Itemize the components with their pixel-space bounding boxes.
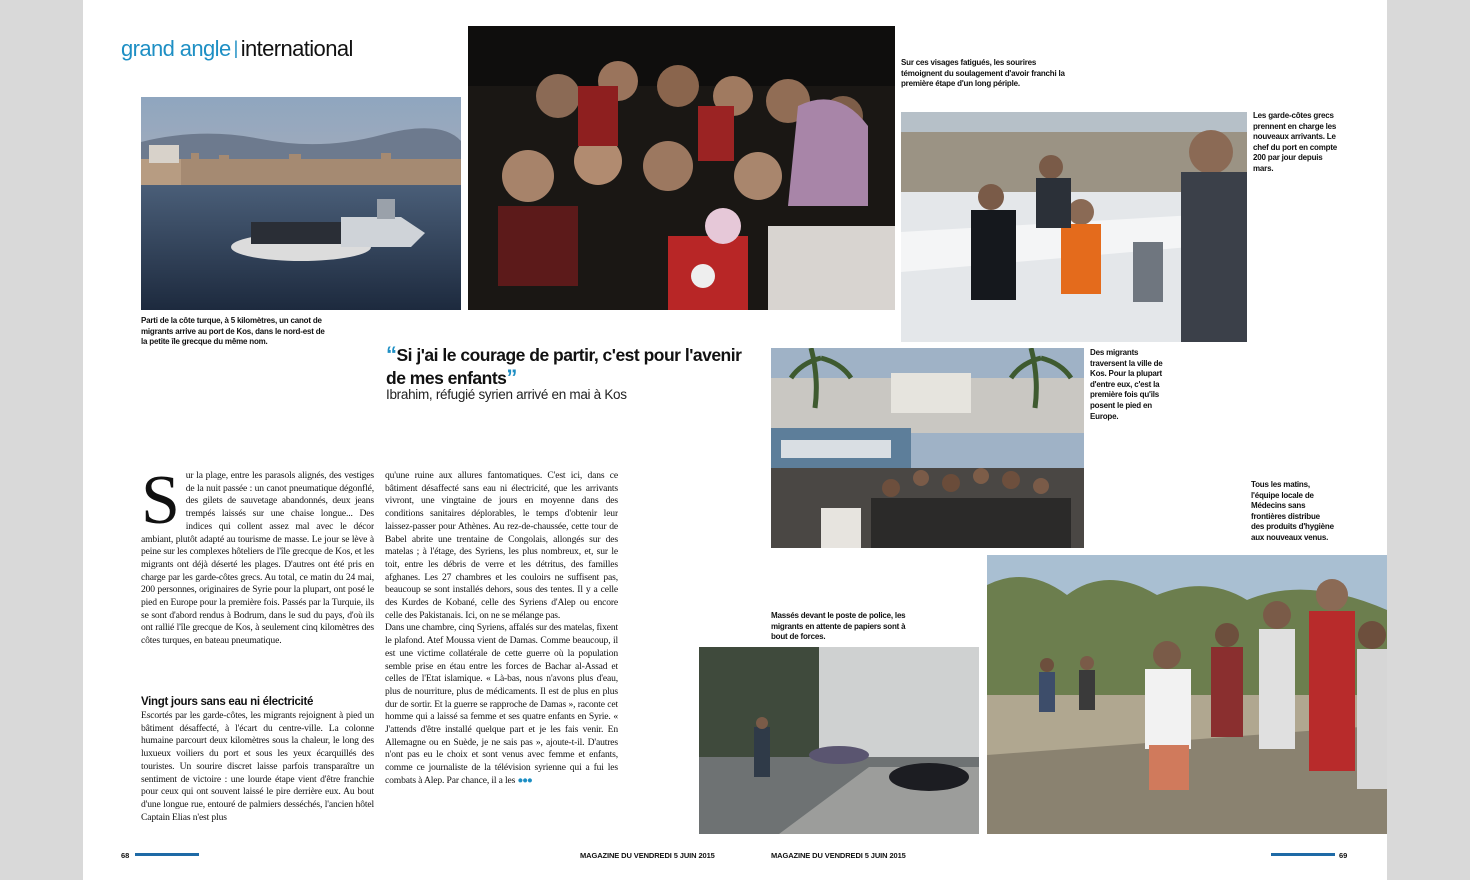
section-header xyxy=(121,36,353,62)
footer-magazine-left: MAGAZINE DU VENDREDI 5 JUIN 2015 xyxy=(580,851,715,860)
caption-faces: Sur ces visages fatigués, les sourires témoignent du soulagement d'avoir franchi la première étape d'un long périple. xyxy=(901,58,1065,89)
photo-msf-queue xyxy=(987,555,1387,834)
quote-open-mark: “ xyxy=(386,342,397,367)
photo-coastguard xyxy=(901,112,1247,342)
caption-harbor: Parti de la côte turque, à 5 kilomètres, un canot de migrants arrive au port de Kos, dans le nord-est de la petite île grecque du même nom. xyxy=(141,316,325,347)
caption-msf: Tous les matins, l'équipe locale de Médecins sans frontières distribue des produits d'hygiène aux nouveaux venus. xyxy=(1251,480,1334,542)
section-separator: | xyxy=(233,38,238,58)
magazine-spread xyxy=(83,0,1387,880)
continued-marker: ●●● xyxy=(517,774,532,786)
page-number-right: 69 xyxy=(1339,851,1348,860)
subsection-label: international xyxy=(240,36,353,61)
footer-magazine-right: MAGAZINE DU VENDREDI 5 JUIN 2015 xyxy=(771,851,906,860)
article-paragraph-1: ur la plage, entre les parasols alignés, des vestiges de la nuit passée : un canot pneumatique dégonflé, des gilets de sauvetage abandonnés, deux jeans trempés laissés sur une chaise longue... Des indices qui collent assez mal avec le décor ambiant, plutôt adapté au tourisme de masse. Le jour se lève à peine sur les complexes hôteliers de l'île grecque de Kos, et les migrants ont déjà déserté les plages. D'autres ont été pris en charge par les garde-côtes grecs. Au total, ce matin du 24 mai, 200 personnes, originaires de Syrie pour la plupart, ont posé le pied en Europe pour la première fois. Passés par la Turquie, ils se sont d'abord rendus à Bodrum, dans le sud du pays, d'où ils ont rallié l'île grecque de Kos, à seulement cinq kilomètres des côtes turques, en bateau pneumatique. xyxy=(141,470,374,647)
page-number-left: 68 xyxy=(121,851,130,860)
caption-crowd: Des migrants traversent la ville de Kos. Pour la plupart d'entre eux, c'est la première fois qu'ils posent le pied en Europe. xyxy=(1090,348,1163,421)
section-label: grand angle xyxy=(121,36,231,61)
caption-coastguard: Les garde-côtes grecs prennent en charge les nouveaux arrivants. Le chef du port en compte 200 par jour depuis mars. xyxy=(1253,111,1338,173)
caption-police: Massés devant le poste de police, les migrants en attente de papiers sont à bout de forces. xyxy=(771,611,906,642)
drop-cap: S xyxy=(141,470,180,539)
article-subhead: Vingt jours sans eau ni électricité xyxy=(141,696,314,708)
photo-crowd-town xyxy=(771,348,1084,548)
article-paragraph-3: qu'une ruine aux allures fantomatiques. C'est ici, dans ce bâtiment désaffecté sans eau ni électricité, que les arrivants vivront, une vingtaine de jours en moyenne dans des conditions sanitaires déplorables, le temps d'obtenir leur laissez-passer pour Athènes. Au rez-de-chaussée, cette tour de Babel abrite une trentaine de Congolais, allongés sur des matelas ; à l'étage, des Syriens, les plus nombreux, et, sur le toit, entre les débris de verre et les détritus, des familles afghanes. Les 27 chambres et les couloirs ne suffisent pas, beaucoup se sont installés dehors, sous des tentes. Il y a celle des Kurdes de Kobané, celle des Syriens d'Alep ou encore celle des Pakistanais. Ici, on ne se mélange pas. xyxy=(385,470,618,621)
quote-close-mark: ” xyxy=(506,365,517,390)
quote-source: Ibrahim, réfugié syrien arrivé en mai à Kos xyxy=(386,387,627,402)
folio-bar-left xyxy=(135,853,199,856)
photo-harbor-boat xyxy=(141,97,461,310)
article-column-2 xyxy=(385,470,618,836)
article-paragraph-4: Dans une chambre, cinq Syriens, affalés sur des matelas, fixent le plafond. Atef Moussa vient de Damas. Comme beaucoup, il est une victime collatérale de cette guerre où la population semble prise en étau entre les forces de Bachar al-Assad et celles de l'Etat islamique. « Là-bas, nous n'avons plus d'eau, plus de nourriture, plus de médicaments. Il est de plus en plus dur de sortir. Et la guerre se rapproche de Damas », raconte cet homme qui a laissé sa femme et ses quatre enfants en Syrie. « J'attends d'être installé quelque part et je les fais venir. En Allemagne ou en Suède, je ne sais pas », ajoute-t-il. D'autres n'ont pas eu le choix et sont venus avec femme et enfants, comme ce journaliste de la télévision syrienne qui a fui les combats à Alep. Par chance, il a les xyxy=(385,622,618,786)
article-paragraph-2: Escortés par les garde-côtes, les migrants rejoignent à pied un bâtiment désaffecté, à l'écart du centre-ville. La colonne humaine parcourt deux kilomètres sous la chaleur, le long des luxueux voiliers du port et sous les yeux écarquillés des touristes. Un sourire discret laisse parfois transparaître un sentiment de victoire : une lourde étape vient d'être franchie pour ceux qui ont souvent laissé le pire derrière eux. Au bout d'une longue rue, entouré de palmiers desséchés, l'ancien hôtel Captain Elias n'est plus xyxy=(141,710,374,823)
pull-quote xyxy=(386,343,746,389)
quote-text: Si j'ai le courage de partir, c'est pour l'avenir de mes enfants xyxy=(386,345,742,388)
article-column-1 xyxy=(141,470,374,648)
photo-migrants-faces xyxy=(468,26,895,310)
photo-police-station xyxy=(699,647,979,834)
folio-bar-right xyxy=(1271,853,1335,856)
